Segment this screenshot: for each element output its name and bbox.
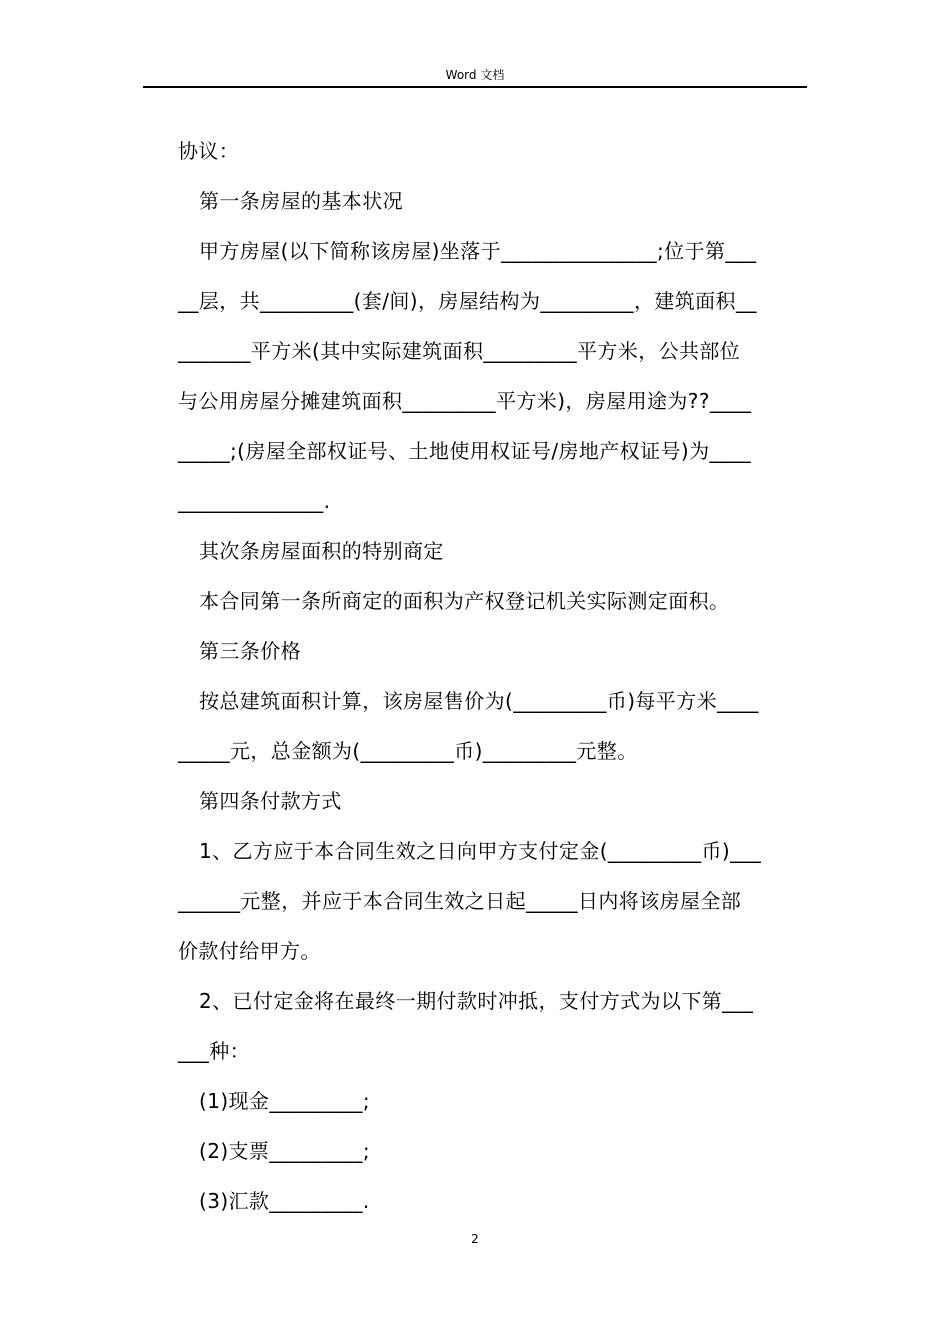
paragraph-line: 按总建筑面积计算，该房屋售价为(_________币)每平方米____: [199, 689, 759, 713]
section-heading-2: 其次条房屋面积的特别商定: [199, 539, 444, 563]
payment-option-check: (2)支票_________;: [199, 1139, 371, 1163]
paragraph-line: 甲方房屋(以下简称该房屋)坐落于_______________;位于第___: [199, 239, 757, 263]
paragraph-line: 1、乙方应于本合同生效之日向甲方支付定金(_________币)___: [199, 839, 762, 863]
document-body: [178, 126, 802, 1226]
payment-option-remittance: (3)汇款_________.: [199, 1189, 370, 1213]
header-rule: [143, 86, 807, 88]
text-line-agreement: 协议：: [178, 139, 240, 163]
paragraph-line: 2、已付定金将在最终一期付款时冲抵，支付方式为以下第___: [199, 989, 754, 1013]
payment-option-cash: (1)现金_________;: [199, 1089, 371, 1113]
paragraph-line: 价款付给甲方。: [178, 939, 321, 963]
paragraph-line: ___种：: [178, 1039, 250, 1063]
paragraph-line: 与公用房屋分摊建筑面积_________平方米)，房屋用途为??____: [178, 389, 752, 413]
section-heading-1: 第一条房屋的基本状况: [199, 189, 403, 213]
page-number: 2: [471, 1232, 479, 1246]
paragraph-line: __层，共_________(套/间)，房屋结构为_________，建筑面积__: [178, 289, 757, 313]
paragraph-line: _______平方米(其中实际建筑面积_________平方米，公共部位: [178, 339, 741, 363]
paragraph-line: ______元整，并应于本合同生效之日起_____日内将该房屋全部: [178, 889, 742, 913]
section-heading-3: 第三条价格: [199, 639, 301, 663]
section-heading-4: 第四条付款方式: [199, 789, 342, 813]
paragraph-line: ______________.: [178, 489, 331, 513]
paragraph-line: _____;(房屋全部权证号、土地使用权证号/房地产权证号)为____: [178, 439, 752, 463]
page-header: Word 文档: [445, 68, 505, 82]
paragraph-line: _____元，总金额为(_________币)_________元整。: [178, 739, 638, 763]
paragraph-line: 本合同第一条所商定的面积为产权登记机关实际测定面积。: [199, 589, 730, 613]
